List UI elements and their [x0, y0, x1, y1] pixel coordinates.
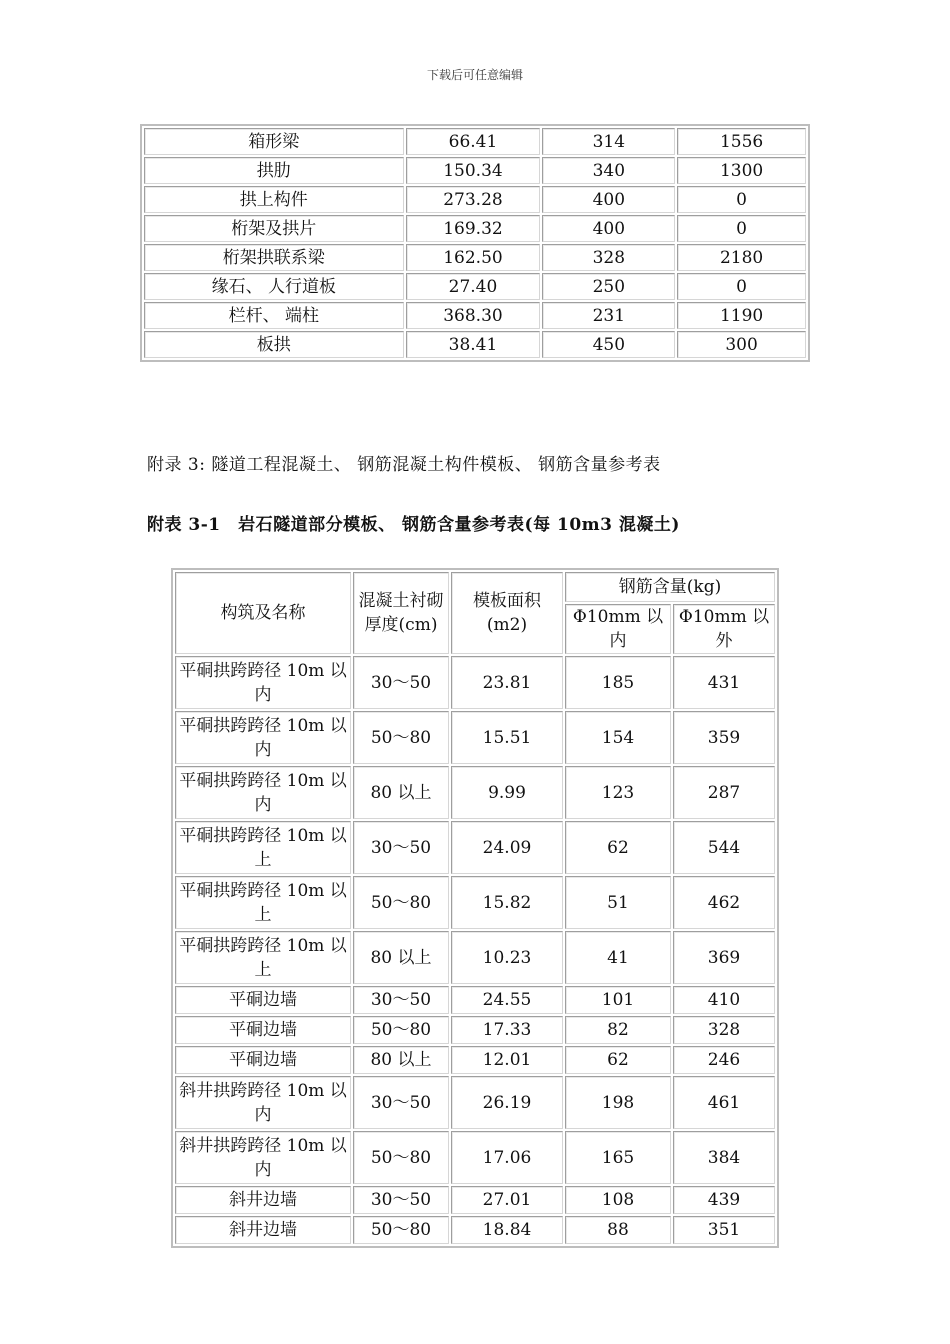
table-row: [175, 766, 775, 819]
cell-steel-in: 101: [565, 986, 671, 1014]
cell-component: 桁架拱联系梁: [144, 244, 404, 271]
cell-component: 箱形梁: [144, 128, 404, 155]
cell-area: 27.01: [451, 1186, 563, 1214]
header-thickness: [353, 572, 449, 654]
cell-name: 平硐拱跨跨径 10m 以上: [175, 821, 351, 874]
table-row: [144, 215, 806, 242]
header-steel-out: Φ10mm 以外: [673, 604, 775, 654]
cell-thickness: 50～80: [353, 876, 449, 929]
cell-name: 平硐拱跨跨径 10m 以内: [175, 766, 351, 819]
cell-component: 拱肋: [144, 157, 404, 184]
cell-name: 斜井边墙: [175, 1186, 351, 1214]
tunnel-table-body: [175, 572, 775, 1244]
cell-steel-in: 62: [565, 821, 671, 874]
cell-component: 桁架及拱片: [144, 215, 404, 242]
cell-steel-out: 384: [673, 1131, 775, 1184]
cell-value-b: 231: [542, 302, 675, 329]
cell-value-c: 1190: [677, 302, 806, 329]
cell-value-c: 0: [677, 273, 806, 300]
cell-thickness: 30～50: [353, 821, 449, 874]
cell-steel-in: 165: [565, 1131, 671, 1184]
header-area-line1: 模板面积: [473, 591, 541, 611]
cell-steel-in: 51: [565, 876, 671, 929]
cell-steel-in: 82: [565, 1016, 671, 1044]
cell-value-a: 273.28: [406, 186, 541, 213]
cell-thickness: 80 以上: [353, 766, 449, 819]
cell-value-c: 1300: [677, 157, 806, 184]
cell-steel-out: 461: [673, 1076, 775, 1129]
table-row: [175, 1076, 775, 1129]
header-area-line2: (m2): [486, 615, 528, 635]
cell-thickness: 80 以上: [353, 931, 449, 984]
cell-area: 18.84: [451, 1216, 563, 1244]
table-row: [144, 244, 806, 271]
cell-steel-in: 41: [565, 931, 671, 984]
cell-value-c: 0: [677, 215, 806, 242]
table-row: [175, 656, 775, 709]
table-row: [144, 273, 806, 300]
cell-steel-in: 108: [565, 1186, 671, 1214]
cell-steel-in: 198: [565, 1076, 671, 1129]
table-row: [144, 331, 806, 358]
table-row: [175, 931, 775, 984]
cell-component: 缘石、 人行道板: [144, 273, 404, 300]
cell-thickness: 50～80: [353, 1016, 449, 1044]
header-thickness-line1: 混凝土衬砌: [358, 591, 444, 611]
cell-area: 15.51: [451, 711, 563, 764]
cell-value-a: 169.32: [406, 215, 541, 242]
cell-value-a: 162.50: [406, 244, 541, 271]
cell-thickness: 80 以上: [353, 1046, 449, 1074]
cell-value-b: 250: [542, 273, 675, 300]
cell-area: 9.99: [451, 766, 563, 819]
table-row: [175, 1131, 775, 1184]
cell-steel-out: 431: [673, 656, 775, 709]
cell-value-c: 300: [677, 331, 806, 358]
cell-value-a: 27.40: [406, 273, 541, 300]
cell-area: 10.23: [451, 931, 563, 984]
tunnel-formwork-steel-table: [171, 568, 779, 1248]
cell-value-a: 150.34: [406, 157, 541, 184]
cell-thickness: 30～50: [353, 986, 449, 1014]
cell-name: 平硐拱跨跨径 10m 以内: [175, 656, 351, 709]
cell-value-b: 328: [542, 244, 675, 271]
cell-area: 24.09: [451, 821, 563, 874]
header-name: 构筑及名称: [175, 572, 351, 654]
cell-name: 平硐边墙: [175, 1016, 351, 1044]
cell-value-b: 314: [542, 128, 675, 155]
table-row: [144, 186, 806, 213]
header-steel-in: Φ10mm 以内: [565, 604, 671, 654]
cell-value-c: 0: [677, 186, 806, 213]
table-row: [175, 876, 775, 929]
cell-steel-out: 359: [673, 711, 775, 764]
cell-steel-out: 287: [673, 766, 775, 819]
cell-area: 23.81: [451, 656, 563, 709]
cell-steel-in: 123: [565, 766, 671, 819]
component-steel-table: [140, 124, 810, 362]
appendix-title: 附录 3: 隧道工程混凝土、 钢筋混凝土构件模板、 钢筋含量参考表: [147, 455, 661, 475]
cell-area: 17.33: [451, 1016, 563, 1044]
table-row: [144, 128, 806, 155]
cell-steel-out: 462: [673, 876, 775, 929]
cell-steel-out: 544: [673, 821, 775, 874]
table-header-row: [175, 572, 775, 602]
header-thickness-line2: 厚度(cm): [364, 615, 438, 635]
table-row: [175, 821, 775, 874]
cell-area: 26.19: [451, 1076, 563, 1129]
cell-value-b: 400: [542, 215, 675, 242]
cell-value-b: 450: [542, 331, 675, 358]
table-row: [144, 157, 806, 184]
cell-name: 斜井拱跨跨径 10m 以内: [175, 1076, 351, 1129]
cell-area: 15.82: [451, 876, 563, 929]
cell-thickness: 50～80: [353, 711, 449, 764]
cell-value-b: 340: [542, 157, 675, 184]
cell-component: 板拱: [144, 331, 404, 358]
header-area: [451, 572, 563, 654]
cell-name: 平硐拱跨跨径 10m 以内: [175, 711, 351, 764]
cell-value-b: 400: [542, 186, 675, 213]
table-row: [175, 1046, 775, 1074]
cell-thickness: 50～80: [353, 1216, 449, 1244]
page-header-note: 下载后可任意编辑: [426, 68, 523, 82]
component-steel-table-body: [144, 128, 806, 358]
table-row: [175, 1186, 775, 1214]
cell-component: 拱上构件: [144, 186, 404, 213]
cell-steel-out: 410: [673, 986, 775, 1014]
cell-value-a: 66.41: [406, 128, 541, 155]
cell-steel-in: 88: [565, 1216, 671, 1244]
cell-steel-in: 185: [565, 656, 671, 709]
cell-value-c: 1556: [677, 128, 806, 155]
cell-area: 12.01: [451, 1046, 563, 1074]
table-row: [175, 986, 775, 1014]
cell-value-a: 38.41: [406, 331, 541, 358]
cell-name: 斜井拱跨跨径 10m 以内: [175, 1131, 351, 1184]
cell-steel-in: 154: [565, 711, 671, 764]
cell-name: 平硐拱跨跨径 10m 以上: [175, 876, 351, 929]
cell-steel-out: 328: [673, 1016, 775, 1044]
cell-component: 栏杆、 端柱: [144, 302, 404, 329]
cell-steel-in: 62: [565, 1046, 671, 1074]
cell-name: 斜井边墙: [175, 1216, 351, 1244]
cell-thickness: 50～80: [353, 1131, 449, 1184]
cell-name: 平硐边墙: [175, 1046, 351, 1074]
cell-value-a: 368.30: [406, 302, 541, 329]
cell-area: 17.06: [451, 1131, 563, 1184]
cell-area: 24.55: [451, 986, 563, 1014]
cell-steel-out: 351: [673, 1216, 775, 1244]
cell-thickness: 30～50: [353, 1186, 449, 1214]
cell-steel-out: 246: [673, 1046, 775, 1074]
table-title: 附表 3-1 岩石隧道部分模板、 钢筋含量参考表(每 10m3 混凝土): [147, 515, 680, 535]
table-row: [175, 1216, 775, 1244]
cell-steel-out: 369: [673, 931, 775, 984]
table-row: [144, 302, 806, 329]
header-steel: 钢筋含量(kg): [565, 572, 775, 602]
table-row: [175, 1016, 775, 1044]
cell-name: 平硐边墙: [175, 986, 351, 1014]
cell-thickness: 30～50: [353, 1076, 449, 1129]
cell-steel-out: 439: [673, 1186, 775, 1214]
cell-value-c: 2180: [677, 244, 806, 271]
cell-name: 平硐拱跨跨径 10m 以上: [175, 931, 351, 984]
cell-thickness: 30～50: [353, 656, 449, 709]
table-row: [175, 711, 775, 764]
